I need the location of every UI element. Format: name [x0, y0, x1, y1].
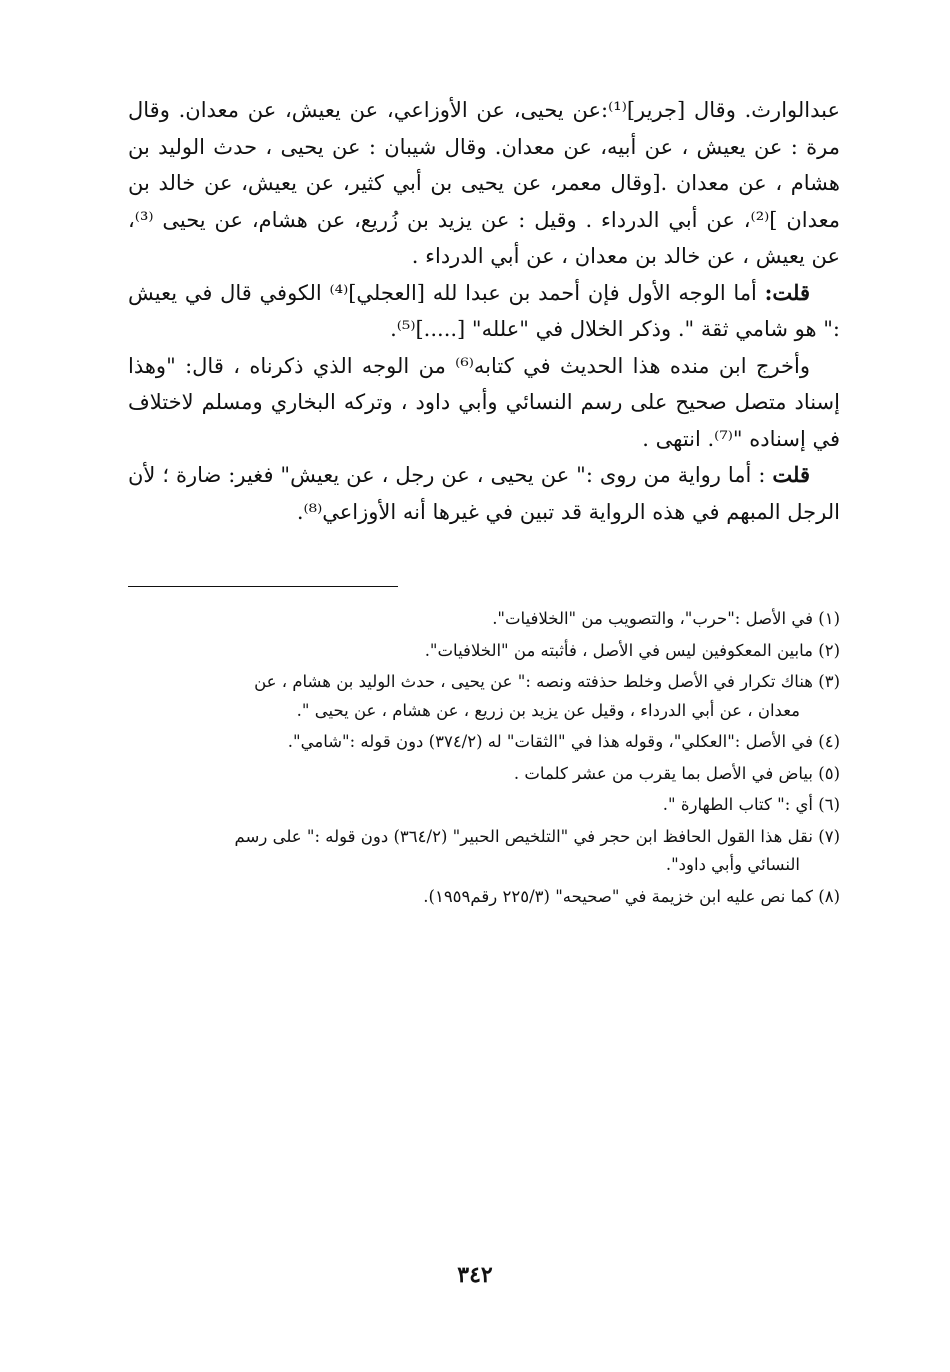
- paragraph-3: [128, 348, 840, 458]
- paragraph-2-text: أما الوجه الأول فإن أحمد بن عبدا لله [العجلي]⁽⁴⁾ الكوفي قال في يعيش :" هو شامي ثقة ". وذكر الخلال في "علله" [.....]⁽⁵⁾.: [128, 280, 840, 341]
- footnote-6: [128, 791, 840, 820]
- paragraph-4-label: قلت: [772, 462, 810, 487]
- footnote-2: [128, 637, 840, 666]
- footnotes: [128, 605, 840, 911]
- footnote-5-text: (٥) بياض في الأصل بما يقرب من عشر كلمات .: [513, 763, 840, 783]
- footnote-3: [128, 668, 840, 725]
- paragraph-1: [128, 92, 840, 275]
- paragraph-3-text: وأخرج ابن منده هذا الحديث في كتابه⁽⁶⁾ من الوجه الذي ذكرناه ، قال: "وهذا إسناد متصل صحيح على رسم النسائي وأبي داود ، وتركه البخاري ومسلم لاختلاف في إسناده "⁽⁷⁾. انتهى .: [128, 353, 840, 451]
- page-number: ٣٤٢: [457, 1262, 493, 1288]
- paragraph-2: [128, 275, 840, 348]
- footnote-1-text: (١) في الأصل :"حرب"، والتصويب من "الخلافيات".: [492, 609, 840, 628]
- footnote-7-text: (٧) نقل هذا القول الحافظ ابن حجر في "التلخيص الحبير" (٣٦٤/٢) دون قوله :" على رسم: [234, 826, 840, 846]
- footnote-3-continuation: معدان ، عن أبي الدرداء ، وقيل عن يزيد بن زريع ، عن هشام ، عن يحيى ".: [296, 700, 800, 720]
- footnote-7: [128, 823, 840, 880]
- footnote-4: [128, 728, 840, 757]
- paragraph-4: [128, 457, 840, 530]
- footnote-3-text: (٣) هناك تكرار في الأصل وخلط حذفته ونصه :" عن يحيى ، حدث الوليد بن هشام ، عن: [254, 672, 840, 691]
- paragraph-1-text: عبدالوارث. وقال [جرير]⁽¹⁾:عن يحيى، عن الأوزاعي، عن يعيش، عن معدان. وقال مرة : عن يعيش ، عن أبيه، عن معدان. وقال شيبان : عن يحيى ، حدث الوليد بن هشام ، عن معدان .[وقال معمر، عن يحيى بن أبي كثير، عن يعيش، عن خالد بن معدان ]⁽²⁾، عن أبي الدرداء . وقيل : عن يزيد بن زُريع، عن هشام، عن يحيى ⁽³⁾، عن يعيش ، عن خالد بن معدان ، عن أبي الدرداء .: [128, 98, 841, 268]
- main-text: [128, 92, 840, 530]
- footnote-5: [128, 760, 840, 789]
- paragraph-4-text: : أما رواية من روى :" عن يحيى ، عن رجل ، عن يعيش" فغير: ضارة ؛ لأن الرجل المبهم في هذه الرواية قد تبين في غيرها أنه الأوزاعي⁽⁸⁾.: [128, 463, 840, 524]
- footnote-6-text: (٦) أي :" كتاب الطهارة ".: [662, 795, 840, 814]
- paragraph-2-label: قلت:: [764, 279, 811, 305]
- footnote-4-text: (٤) في الأصل :"العكلي"، وقوله هذا في "الثقات" له (٣٧٤/٢) دون قوله :"شامي".: [287, 732, 840, 751]
- footnote-2-text: (٢) مابين المعكوفين ليس في الأصل ، فأثبته من "الخلافيات".: [424, 640, 840, 660]
- page-body: [128, 92, 840, 914]
- footnote-1: [128, 605, 840, 634]
- footnote-7-continuation: النسائي وأبي داود".: [665, 855, 800, 874]
- footnote-8-text: (٨) كما نص عليه ابن خزيمة في "صحيحه" (٢٢٥/٣ رقم١٩٥٩).: [423, 886, 840, 906]
- footnote-separator: [128, 586, 398, 587]
- footnote-8: [128, 883, 840, 912]
